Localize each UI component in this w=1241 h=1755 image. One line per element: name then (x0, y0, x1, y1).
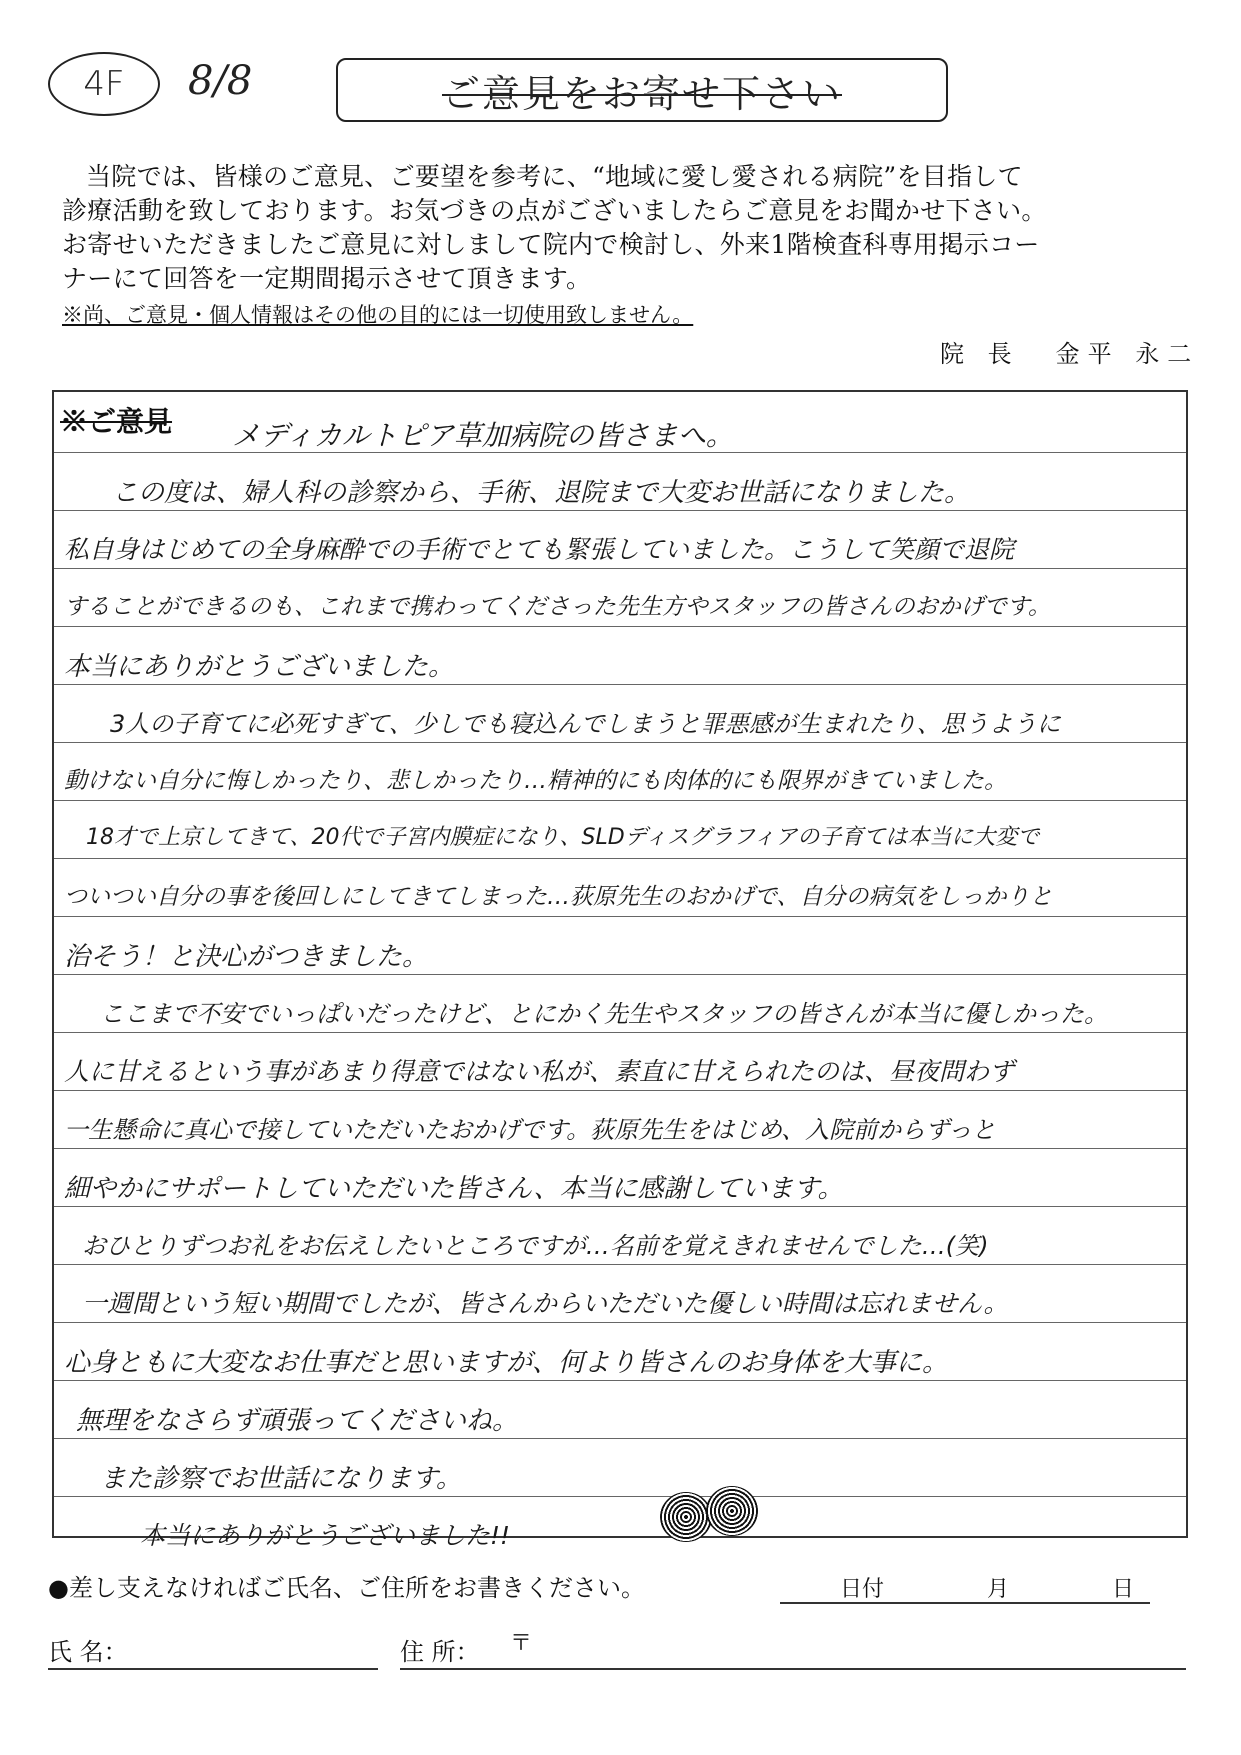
ruled-line (54, 626, 1186, 627)
ruled-line (54, 510, 1186, 511)
postal-mark: 〒 (510, 1631, 533, 1656)
handwritten-line: メディカルトピア草加病院の皆さまへ。 (232, 419, 734, 452)
handwritten-date: 8/8 (188, 58, 253, 104)
handwritten-line: 私自身はじめての全身麻酔での手術でとても緊張していました。こうして笑顔で退院 (64, 535, 1015, 564)
date-label: 日付 (840, 1577, 885, 1602)
ink-scribble (706, 1486, 758, 1536)
ruled-line (54, 1496, 1186, 1497)
ruled-line (54, 858, 1186, 859)
page-title: ご意見をお寄せ下さい (441, 71, 842, 116)
handwritten-line: 本当にありがとうございました。 (64, 652, 455, 682)
ruled-line (54, 1206, 1186, 1207)
handwritten-line: ついつい自分の事を後回しにしてきてしまった…荻原先生のおかげで、自分の病気をしっかりと (64, 884, 1053, 910)
director-name: 金平 永二 (1055, 340, 1200, 368)
handwritten-line: 治そう！と決心がつきました。 (64, 942, 429, 972)
intro-line: 診療活動を致しております。お気づきの点がございましたらご意見をお聞かせ下さい。 (62, 196, 1047, 225)
ruled-line (54, 974, 1186, 975)
ruled-line (54, 1032, 1186, 1033)
address-label: 住 所： (400, 1638, 480, 1666)
ruled-line (54, 742, 1186, 743)
intro-line: ナーにて回答を一定期間掲示させて頂きます。 (62, 264, 592, 293)
handwritten-line: 3人の子育てに必死すぎて、少しでも寝込んでしまうと罪悪感が生まれたり、思うように (110, 710, 1061, 738)
handwritten-line: 18才で上京してきて、20代で子宮内膜症になり、SLDディスグラフィアの子育ては本当に大変で (86, 825, 1040, 850)
ruled-line (54, 1148, 1186, 1149)
name-label: 氏 名： (48, 1638, 128, 1666)
handwritten-line: 無理をなさらず頑張ってくださいね。 (76, 1406, 519, 1436)
handwritten-line: 人に甘えるという事があまり得意ではない私が、素直に甘えられたのは、昼夜問わず (64, 1057, 1015, 1086)
month-label: 月 (987, 1577, 1010, 1602)
date-labels (840, 1572, 1134, 1603)
address-underline (400, 1668, 1186, 1670)
intro-line: お寄せいただきましたご意見に対しまして院内で検討し、外来1階検査科専用掲示コー (62, 230, 1040, 259)
ruled-line (54, 1264, 1186, 1265)
ruled-line (54, 568, 1186, 569)
ruled-line (54, 1090, 1186, 1091)
floor-mark: 4F (48, 52, 160, 116)
handwritten-line: 心身ともに大変なお仕事だと思いますが、何より皆さんのお身体を大事に。 (64, 1348, 949, 1378)
ruled-line (54, 1438, 1186, 1439)
handwritten-line: おひとりずつお礼をお伝えしたいところですが…名前を覚えきれませんでした…(笑) (82, 1232, 989, 1260)
day-label: 日 (1112, 1577, 1135, 1602)
ink-scribble (660, 1492, 712, 1542)
opinion-heading: ※ご意見 (60, 405, 173, 438)
handwritten-line: 一週間という短い期間でしたが、皆さんからいただいた優しい時間は忘れません。 (82, 1289, 1009, 1318)
director-signature (940, 334, 1199, 369)
handwritten-line: 動けない自分に悔しかったり、悲しかったり…精神的にも肉体的にも限界がきていました。 (64, 768, 1007, 794)
ruled-line (54, 1322, 1186, 1323)
ruled-line (54, 800, 1186, 801)
intro-line: 当院では、皆様のご意見、ご要望を参考に、“地域に愛し愛される病院”を目指して (86, 162, 1023, 191)
intro-paragraph (62, 160, 1192, 296)
handwritten-line: することができるのも、これまで携わってくださった先生方やスタッフの皆さんのおかげです。 (64, 594, 1051, 620)
director-title: 院 長 (940, 340, 1020, 368)
title-box (336, 58, 948, 122)
ruled-line (54, 1380, 1186, 1381)
ruled-line (54, 916, 1186, 917)
date-underline (780, 1602, 1150, 1604)
handwritten-line: また診察でお世話になります。 (100, 1464, 462, 1494)
handwritten-line: 本当にありがとうございました!! (140, 1521, 511, 1550)
privacy-notice: ※尚、ご意見・個人情報はその他の目的には一切使用致しません。 (62, 303, 694, 327)
handwritten-line: 細やかにサポートしていただいた皆さん、本当に感謝しています。 (64, 1174, 844, 1204)
footer-request: ●差し支えなければご氏名、ご住所をお書きください。 (48, 1574, 645, 1602)
handwritten-line: この度は、婦人科の診察から、手術、退院まで大変お世話になりました。 (112, 478, 971, 508)
handwritten-line: ここまで不安でいっぱいだったけど、とにかく先生やスタッフの皆さんが本当に優しかった。 (100, 1000, 1108, 1028)
ruled-line (54, 684, 1186, 685)
name-underline (48, 1668, 378, 1670)
handwritten-line: 一生懸命に真心で接していただいたおかげです。荻原先生をはじめ、入院前からずっと (64, 1116, 996, 1144)
